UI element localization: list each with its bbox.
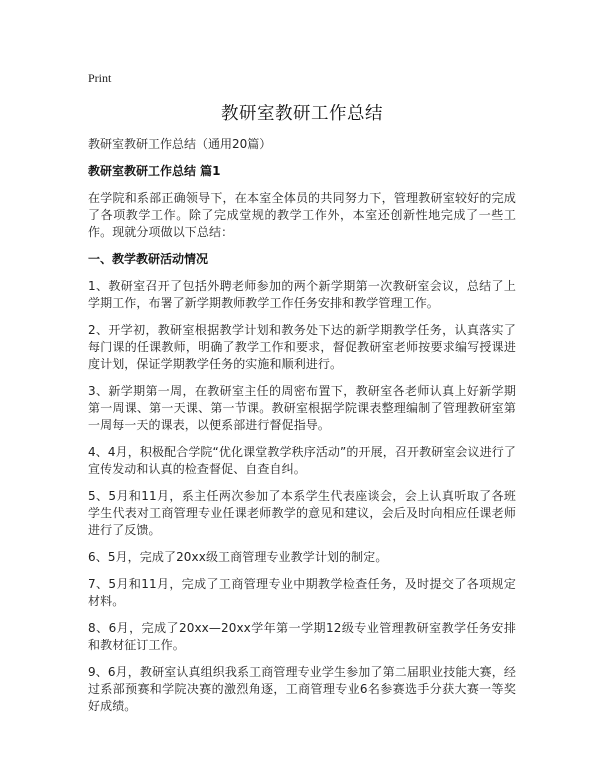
article-heading: 教研室教研工作总结 篇1	[88, 164, 221, 178]
list-item: 7、5月和11月，完成了工商管理专业中期教学检查任务，及时提交了各项规定材料。	[88, 577, 516, 608]
list-item: 2、开学初，教研室根据教学计划和教务处下达的新学期教学任务，认真落实了每门课的任课教师，明确了教学工作和要求，督促教研室老师按要求编写授课进度计划，保证学期教学任务的实施和顺利进行。	[88, 323, 516, 371]
list-item: 9、6月，教研室认真组织我系工商管理专业学生参加了第二届职业技能大赛，经过系部预赛和学院决赛的激烈角逐，工商管理专业6名参赛选手分获大赛一等奖好成绩。	[88, 665, 516, 713]
document-page	[88, 70, 516, 715]
list-item: 1、教研室召开了包括外聘老师参加的两个新学期第一次教研室会议，总结了上学期工作，布署了新学期教师教学工作任务安排和教学管理工作。	[88, 279, 516, 310]
list-item: 5、5月和11月，系主任两次参加了本系学生代表座谈会，会上认真听取了各班学生代表对工商管理专业任课老师教学的意见和建议，会后及时向相应任课老师进行了反馈。	[88, 489, 516, 537]
list-item: 8、6月，完成了20xx—20xx学年第一学期12级专业管理教研室教学任务安排和教材征订工作。	[88, 621, 516, 652]
document-title: 教研室教研工作总结	[221, 104, 383, 124]
intro-paragraph: 在学院和系部正确领导下，在本室全体员的共同努力下，管理教研室较好的完成了各项教学工作。除了完成堂规的教学工作外，本室还创新性地完成了一些工作。现就分项做以下总结：	[88, 191, 516, 239]
list-item: 3、新学期第一周，在教研室主任的周密布置下，教研室各老师认真上好新学期第一周课、第一天课、第一节课。教研室根据学院课表整理编制了管理教研室第一周每一天的课表，以便系部进行督促指导。	[88, 384, 516, 432]
print-link[interactable]: Print	[88, 71, 112, 85]
list-item: 4、4月，积极配合学院“优化课堂教学秩序活动”的开展，召开教研室会议进行了宣传发动和认真的检查督促、自查自纠。	[88, 445, 516, 476]
list-item: 6、5月，完成了20xx级工商管理专业教学计划的制定。	[88, 550, 388, 564]
document-subtitle: 教研室教研工作总结（通用20篇）	[88, 137, 272, 151]
section-heading-teaching-activities: 一、教学教研活动情况	[88, 252, 209, 266]
